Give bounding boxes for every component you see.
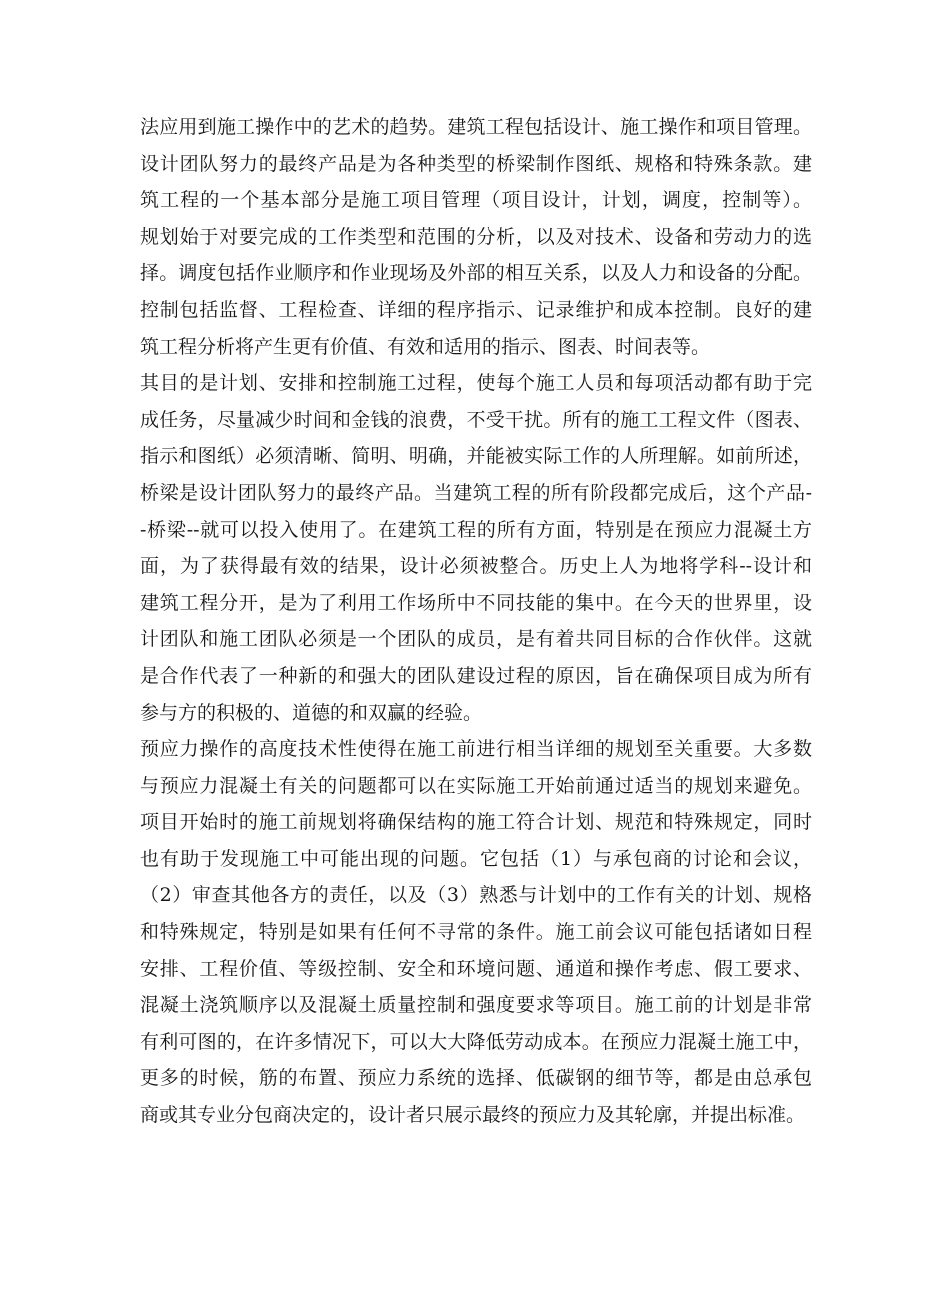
text-line: 和特殊规定，特别是如果有任何不寻常的条件。施工前会议可能包括诸如日程 [140,921,812,944]
text-line: 更多的时候，筋的布置、预应力系统的选择、低碳钢的细节等，都是由总承包 [140,1067,812,1090]
text-line: -桥梁--就可以投入使用了。在建筑工程的所有方面，特别是在预应力混凝土方 [140,518,812,541]
text-line: 规划始于对要完成的工作类型和范围的分析，以及对技术、设备和劳动力的选 [140,225,812,248]
text-line: 筑工程的一个基本部分是施工项目管理（项目设计，计划，调度，控制等）。 [140,189,812,212]
text-line: 成任务，尽量减少时间和金钱的浪费，不受干扰。所有的施工工程文件（图表、 [140,408,812,431]
text-line: 面，为了获得最有效的结果，设计必须被整合。历史上人为地将学科--设计和 [140,555,812,578]
text-line: 有利可图的，在许多情况下，可以大大降低劳动成本。在预应力混凝土施工中， [140,1030,812,1053]
text-line: 是合作代表了一种新的和强大的团队建设过程的原因，旨在确保项目成为所有 [140,664,812,687]
text-line: 预应力操作的高度技术性使得在施工前进行相当详细的规划至关重要。大多数 [140,738,812,761]
text-line: 混凝土浇筑顺序以及混凝土质量控制和强度要求等项目。施工前的计划是非常 [140,994,812,1017]
text-line: 其目的是计划、安排和控制施工过程，使每个施工人员和每项活动都有助于完 [140,372,812,395]
text-line: 筑工程分析将产生更有价值、有效和适用的指示、图表、时间表等。 [140,335,711,358]
text-line: 安排、工程价值、等级控制、安全和环境问题、通道和操作考虑、假工要求、 [140,957,812,980]
text-line: 建筑工程分开，是为了利用工作场所中不同技能的集中。在今天的世界里，设 [140,591,812,614]
text-line: 参与方的积极的、道德的和双赢的经验。 [140,701,483,724]
text-line: 计团队和施工团队必须是一个团队的成员，是有着共同目标的合作伙伴。这就 [140,628,812,651]
text-line: 也有助于发现施工中可能出现的问题。它包括（1）与承包商的讨论和会议， [140,847,812,870]
text-line: 与预应力混凝土有关的问题都可以在实际施工开始前通过适当的规划来避免。 [140,774,812,797]
text-line: （2）审查其他各方的责任，以及（3）熟悉与计划中的工作有关的计划、规格 [140,884,812,907]
text-line: 指示和图纸）必须清晰、简明、明确，并能被实际工作的人所理解。如前所述， [140,445,812,468]
text-line: 项目开始时的施工前规划将确保结构的施工符合计划、规范和特殊规定，同时 [140,811,812,834]
text-line: 法应用到施工操作中的艺术的趋势。建筑工程包括设计、施工操作和项目管理。 [140,116,812,138]
text-line: 桥梁是设计团队努力的最终产品。当建筑工程的所有阶段都完成后，这个产品- [140,481,812,504]
document-text [140,109,812,1134]
text-line: 设计团队努力的最终产品是为各种类型的桥梁制作图纸、规格和特殊条款。建 [140,152,812,175]
text-line: 商或其专业分包商决定的，设计者只展示最终的预应力及其轮廓，并提出标准。 [140,1104,806,1127]
text-line: 择。调度包括作业顺序和作业现场及外部的相互关系，以及人力和设备的分配。 [140,262,812,285]
text-line: 控制包括监督、工程检查、详细的程序指示、记录维护和成本控制。良好的建 [140,298,812,321]
